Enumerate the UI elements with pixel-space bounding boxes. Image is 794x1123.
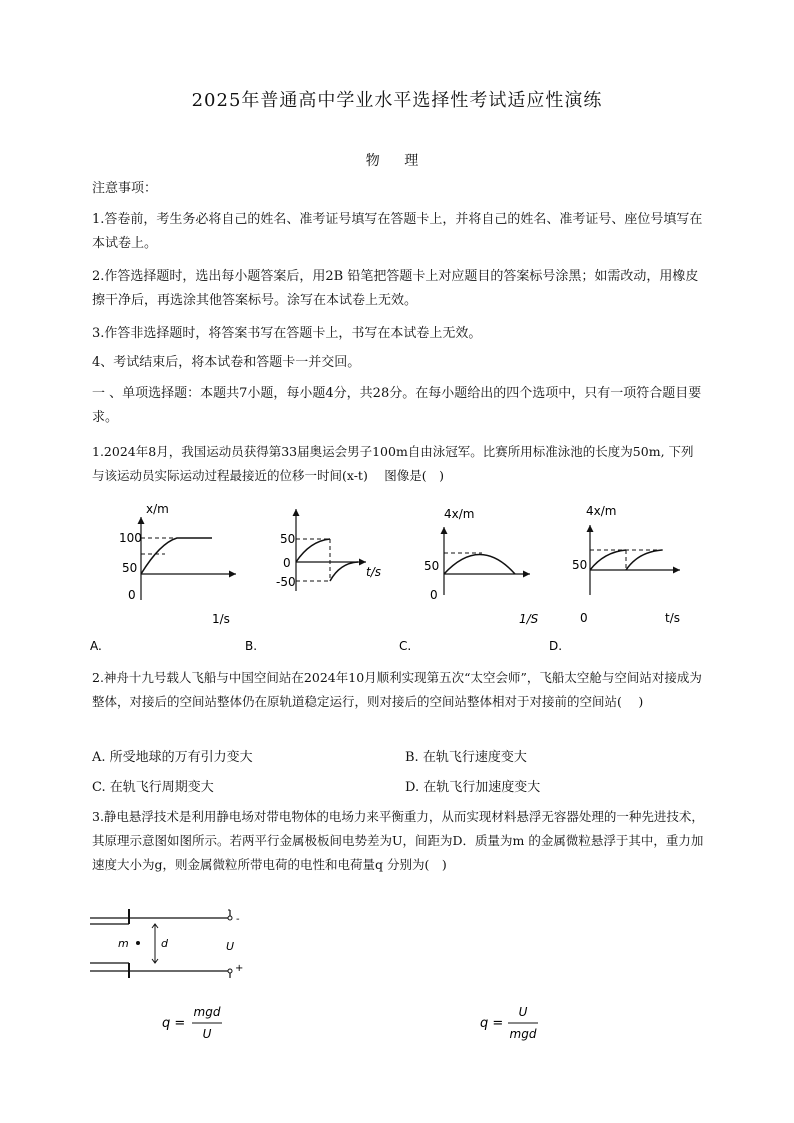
formula-b-lhs: q = <box>480 1016 504 1031</box>
graph-a-ylabel: x/m <box>146 502 169 516</box>
formula-b <box>478 1000 578 1045</box>
question-3-text: 3.静电悬浮技术是利用静电场对带电物体的电场力来平衡重力，从而实现材料悬浮无容器处理的一种先进技术，其原理示意图如图所示。若两平行金属极板间电势差为U，间距为D．质量为m 的金属微粒悬浮于其中，重力加速度大小为g，则金属微粒所带电荷的电性和电荷量q 分别为( ) <box>92 809 704 872</box>
formula-b-denominator: mgd <box>509 1027 537 1041</box>
formula-a-numerator: mgd <box>193 1005 221 1019</box>
distance-label: d <box>161 937 168 950</box>
q2-option-a: A. 所受地球的万有引力变大 <box>92 750 253 765</box>
graph-d-xlabel: t/s <box>665 611 680 625</box>
q2-option-d: D. 在轨飞行加速度变大 <box>405 780 541 795</box>
note-item-3: 3.作答非选择题时，将答案书写在答题卡上，书写在本试卷上无效。 <box>92 326 482 341</box>
graph-a-xlabel: 1/s <box>212 612 230 626</box>
graph-a-tick-50: 50 <box>122 561 138 575</box>
notes-heading: 注意事项： <box>92 181 158 196</box>
particle-dot <box>136 941 140 945</box>
graph-d-option: D. <box>549 639 563 653</box>
formula-b-numerator: U <box>518 1005 528 1019</box>
exam-title: 2025年普通高中学业水平选择性考试适应性演练 <box>191 90 603 111</box>
formula-a-denominator: U <box>202 1027 212 1041</box>
formula-a-lhs: q = <box>162 1016 186 1031</box>
note-item-1: 1.答卷前，考生务必将自己的姓名、准考证号填写在答题卡上，并将自己的姓名、准考证号、座位号填写在本试卷上。 <box>92 212 703 251</box>
graph-c-xlabel: 1/S <box>519 612 539 626</box>
section-heading: 一 、单项选择题：本题共7小题，每小题4分，共28分。在每小题给出的四个选项中，只有一项符合题目要求。 <box>92 386 702 425</box>
note-item-4: 4、考试结束后，将本试卷和答题卡一并交回。 <box>92 355 361 370</box>
q1-graphs <box>0 495 794 660</box>
question-2-text: 2.神舟十九号载人飞船与中国空间站在2024年10月顺利实现第五次“太空会师”，飞船太空舱与空间站对接成为整体，对接后的空间站整体仍在原轨道稳定运行，则对接后的空间站整体相对于对接前的空间站( ) <box>92 670 702 709</box>
graph-a-tick-100: 100 <box>119 531 142 545</box>
note-item-2: 2.作答选择题时，选出每小题答案后，用2B 铅笔把答题卡上对应题目的答案标号涂黑；如需改动，用橡皮擦干净后，再选涂其他答案标号。涂写在本试卷上无效。 <box>92 269 699 308</box>
graph-c-tick-0: 0 <box>430 588 438 602</box>
graph-a <box>90 502 236 653</box>
q2-option-b: B. 在轨飞行速度变大 <box>405 750 527 765</box>
graph-a-tick-0: 0 <box>128 588 136 602</box>
plus-terminal: + <box>235 963 244 974</box>
question-1-text: 1.2024年8月，我国运动员获得第33届奥运会男子100m自由泳冠军。比赛所用标准泳池的长度为50m, 下列与该运动员实际运动过程最接近的位移一时间(x-t) 图像是( ) <box>92 444 694 483</box>
q2-option-c: C. 在轨飞行周期变大 <box>92 780 214 795</box>
graph-c-option: C. <box>399 639 412 653</box>
graph-b-tick-50: 50 <box>280 532 296 546</box>
graph-d-tick-50: 50 <box>572 558 588 572</box>
graph-b <box>245 509 381 653</box>
graph-d <box>549 504 680 653</box>
graph-c-ylabel: 4x/m <box>444 507 475 521</box>
graph-b-xlabel: t/s <box>366 565 381 579</box>
graph-b-tick-0: 0 <box>283 556 291 570</box>
minus-terminal: - <box>236 914 240 925</box>
graph-b-tick-neg50: -50 <box>276 575 296 589</box>
graph-b-option: B. <box>245 639 258 653</box>
q3-circuit-diagram <box>80 900 260 990</box>
graph-c <box>399 507 539 653</box>
graph-d-tick-0: 0 <box>580 611 588 625</box>
graph-a-option: A. <box>90 639 102 653</box>
voltage-label: U <box>226 940 235 953</box>
graph-c-tick-50: 50 <box>424 559 440 573</box>
subject-heading: 物 理 <box>365 153 429 169</box>
mass-label: m <box>118 937 129 950</box>
formula-a <box>160 1000 260 1045</box>
graph-d-ylabel: 4x/m <box>586 504 617 518</box>
